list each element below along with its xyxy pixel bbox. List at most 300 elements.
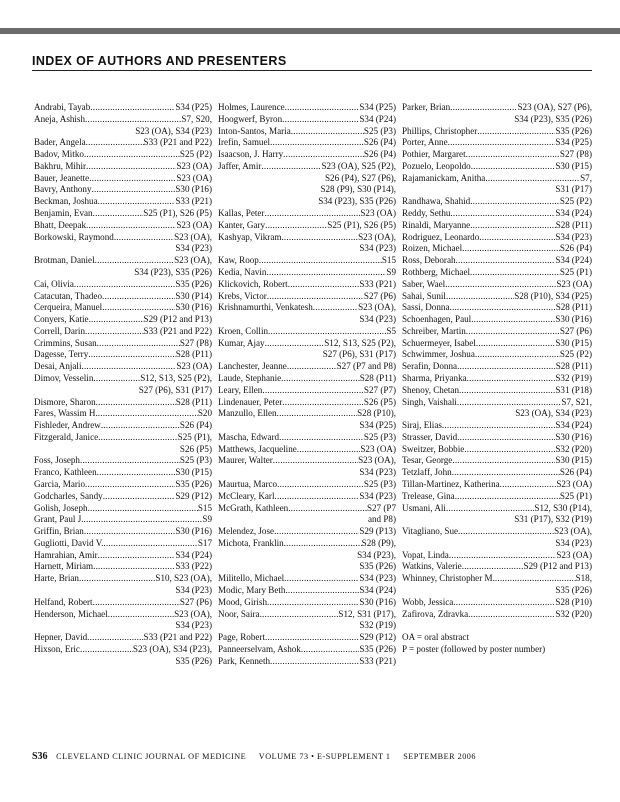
leader-dots xyxy=(262,385,364,397)
author-name: Dimov, Vesselin xyxy=(34,372,94,383)
page-reference: S33 (P21 and P22) xyxy=(143,325,212,336)
leader-dots xyxy=(445,279,556,291)
author-name: Rothberg, Michael xyxy=(402,266,471,277)
author-name: Kanter, Gary xyxy=(218,219,266,230)
author-name: Franco, Kathleen xyxy=(34,467,97,478)
page-reference: S23 (OA) xyxy=(176,219,212,230)
leader-dots xyxy=(261,161,321,173)
page-reference: S12, S30 (P14), xyxy=(534,502,592,513)
author-name: Parker, Brian xyxy=(402,102,451,112)
index-entry xyxy=(218,255,396,267)
index-entry xyxy=(402,397,592,421)
author-name: Grant, Paul J. xyxy=(34,514,84,525)
leader-dots xyxy=(459,385,555,397)
page-reference-continued: S34 (P23), xyxy=(357,549,396,560)
page-reference: S7, xyxy=(580,172,592,183)
author-name: Tetzlaff, John xyxy=(402,467,452,478)
page-reference-continued: S34 (P23), S35 (P26) xyxy=(318,196,396,207)
index-entry xyxy=(34,408,212,420)
author-name: Foss, Joseph xyxy=(34,455,80,466)
author-name: Schreiber, Martin xyxy=(402,325,466,336)
author-name: Serafin, Donna xyxy=(402,361,458,372)
leader-dots xyxy=(466,326,560,338)
index-entry xyxy=(402,597,592,609)
author-name: Fitzgerald, Janice xyxy=(34,431,99,442)
leader-dots xyxy=(103,491,176,503)
leader-dots xyxy=(495,573,576,585)
page-reference: S27 (P6) xyxy=(363,290,396,301)
index-entry xyxy=(402,550,592,562)
page-reference: S23 (OA) xyxy=(360,443,396,454)
page-reference: S28 (P10) xyxy=(555,596,592,607)
index-entry xyxy=(402,455,592,467)
page-reference: S34 (P25) xyxy=(175,102,212,112)
index-entry xyxy=(402,561,592,573)
page-reference-continued: S34 (P23) xyxy=(359,467,396,478)
leader-dots xyxy=(281,373,360,385)
index-entry xyxy=(402,385,592,397)
page-reference: S34 (P23) xyxy=(555,231,592,242)
leader-dots xyxy=(274,491,359,503)
index-entry xyxy=(402,267,592,279)
page-reference: S34 (P24) xyxy=(555,208,592,219)
index-entry xyxy=(218,137,396,149)
index-entry xyxy=(34,314,212,326)
index-entry xyxy=(402,573,592,597)
author-name: Benjamin, Evan xyxy=(34,208,93,219)
page-reference: S30 (P15) xyxy=(555,455,592,466)
leader-dots xyxy=(86,220,176,232)
index-entry xyxy=(402,208,592,220)
leader-dots xyxy=(92,184,176,196)
author-name: Dismore, Sharon xyxy=(34,396,96,407)
index-entry xyxy=(218,573,396,585)
page-reference-continued: S32 (P19) xyxy=(359,620,396,631)
author-name: Park, Kenneth xyxy=(218,655,271,666)
page-reference: S34 (P24) xyxy=(555,420,592,431)
author-name: Henderson, Michael xyxy=(34,608,108,619)
author-name: Inton-Santos, Maria xyxy=(218,125,291,136)
author-name: Borkowski, Raymond xyxy=(34,231,114,242)
index-entry xyxy=(34,279,212,291)
leader-dots xyxy=(477,126,555,138)
page-reference: S35 (P26) xyxy=(555,125,592,136)
page-reference: S25 (P2) xyxy=(559,349,592,360)
index-entry xyxy=(34,184,212,196)
leader-dots xyxy=(97,338,180,350)
author-name: Gugliotti, David V. xyxy=(34,537,104,548)
index-entry xyxy=(402,279,592,291)
author-name: Bavry, Anthony xyxy=(34,184,92,195)
page-reference: S9 xyxy=(386,266,396,277)
leader-dots xyxy=(95,255,174,267)
leader-dots xyxy=(457,432,555,444)
page-reference: S29 (P12) xyxy=(175,490,212,501)
author-name: Zafirova, Zdravka xyxy=(402,608,469,619)
leader-dots xyxy=(457,397,562,409)
index-entry xyxy=(218,291,396,303)
page-reference: S32 (P20) xyxy=(555,608,592,619)
index-entry xyxy=(34,632,212,644)
page-reference-continued: S23 (OA), S34 (P23) xyxy=(515,408,592,419)
page-reference: S34 (P23) xyxy=(359,573,396,584)
page-reference: S28 (P11) xyxy=(175,396,212,407)
author-name: Kallas, Peter xyxy=(218,208,265,219)
index-entry xyxy=(402,102,592,126)
leader-dots xyxy=(485,173,580,185)
index-entry xyxy=(402,609,592,621)
page-reference: S25 (P3) xyxy=(363,479,396,489)
index-entry xyxy=(34,503,212,515)
leader-dots xyxy=(88,349,175,361)
leader-dots xyxy=(466,149,560,161)
author-name: Hixson, Eric xyxy=(34,643,80,654)
leader-dots xyxy=(98,432,178,444)
page-reference: S34 (P23) xyxy=(359,490,396,501)
index-entry xyxy=(34,349,212,361)
leader-dots xyxy=(297,444,361,456)
leader-dots xyxy=(93,373,140,385)
author-name: Kaw, Roop xyxy=(218,255,259,266)
index-entry xyxy=(218,503,396,527)
index-entry xyxy=(218,149,396,161)
leader-dots xyxy=(287,361,337,373)
index-entry xyxy=(34,161,212,173)
author-name: Bauer, Jeanette xyxy=(34,172,90,183)
author-name: Schwimmer, Joshua xyxy=(402,349,475,360)
page-reference: S30 (P16) xyxy=(175,302,212,313)
author-name: Bakhru, Mihir xyxy=(34,160,87,171)
author-name: Shenoy, Chetan xyxy=(402,384,459,395)
index-entry xyxy=(34,597,212,609)
index-entry xyxy=(34,102,212,114)
index-entry xyxy=(34,326,212,338)
page-reference: S26 (P5) xyxy=(363,396,396,407)
page-reference-continued: S23 (OA), S34 (P23) xyxy=(135,125,212,136)
index-entry xyxy=(34,420,212,432)
page-reference: S23 (OA) xyxy=(176,160,212,171)
page-reference-continued: S26 (P4), S27 (P6), xyxy=(325,172,396,183)
leader-dots xyxy=(265,220,327,232)
index-entry xyxy=(34,491,212,503)
page-reference: S9 xyxy=(202,514,212,525)
author-name: Fares, Wassim H. xyxy=(34,408,98,419)
leader-dots xyxy=(270,656,359,668)
index-entry xyxy=(402,361,592,373)
page-reference: S28 (P10), xyxy=(357,408,396,419)
page-reference: S15 xyxy=(381,255,396,266)
author-name: Lindenauer, Peter xyxy=(218,396,283,407)
leader-dots xyxy=(264,208,360,220)
leader-dots xyxy=(279,432,364,444)
page-reference: S30 (P14) xyxy=(175,290,212,301)
author-name: Bhatt, Deepak xyxy=(34,219,87,230)
index-entry xyxy=(402,349,592,361)
leader-dots xyxy=(270,137,364,149)
page-reference: S25 (P1) xyxy=(559,490,592,501)
leader-dots xyxy=(98,550,176,562)
page-reference-continued: S34 (P23), S35 (P26) xyxy=(134,266,212,277)
page-reference-continued: S34 (P23) xyxy=(175,585,212,596)
page-reference: S30 (P15) xyxy=(555,337,592,348)
page-reference: S23 (OA) xyxy=(556,479,592,489)
author-name: Hamrahian, Amir xyxy=(34,549,98,560)
leader-dots xyxy=(93,597,180,609)
author-name: Golish, Joseph xyxy=(34,502,88,513)
author-name: Militello, Michael xyxy=(218,573,285,584)
page-reference: S29 (P12 and P13) xyxy=(143,314,212,325)
page-reference: S27 (P6) xyxy=(179,596,212,607)
page-reference: S34 (P24) xyxy=(359,585,396,596)
page-reference-continued: S35 (P26) xyxy=(359,561,396,572)
index-entry xyxy=(218,232,396,256)
leader-dots xyxy=(114,232,174,244)
page-reference: S30 (P15) xyxy=(175,467,212,478)
author-name: Brotman, Daniel xyxy=(34,255,95,266)
index-entry xyxy=(218,114,396,126)
page-reference: S12, S13, S25 (P2), xyxy=(140,372,212,383)
leader-dots xyxy=(291,126,364,138)
author-name: Hoogwerf, Byron xyxy=(218,113,283,124)
page-reference: S28 (P9), xyxy=(361,537,396,548)
page-reference: S23 (OA) xyxy=(360,208,396,219)
index-column-1 xyxy=(34,102,212,668)
page-reference: S7, S20, xyxy=(181,113,212,124)
page-reference: S23 (OA), S27 (P6), xyxy=(517,102,592,112)
index-entry xyxy=(218,444,396,456)
author-name: Schuermeyer, Isabel xyxy=(402,337,476,348)
page-reference: S27 (P8) xyxy=(559,149,592,160)
author-name: Cerqueira, Manuel xyxy=(34,302,103,313)
page-reference: S34 (P24) xyxy=(359,113,396,124)
index-entry xyxy=(218,491,396,503)
leader-dots xyxy=(273,455,358,467)
index-entry xyxy=(34,114,212,138)
page-reference: S12, S13, S25 (P2), xyxy=(324,337,396,348)
index-entry xyxy=(218,267,396,279)
index-entry xyxy=(34,573,212,597)
page-reference-continued: S34 (P25) xyxy=(359,420,396,431)
leader-dots xyxy=(84,149,180,161)
leader-dots xyxy=(80,644,133,656)
page-reference: S25 (P2) xyxy=(559,196,592,207)
author-name: Krebs, Victor xyxy=(218,290,267,301)
index-entry xyxy=(402,526,592,550)
author-name: Beckman, Joshua xyxy=(34,196,98,207)
leader-dots xyxy=(260,609,339,621)
index-entry xyxy=(218,361,396,373)
leader-dots xyxy=(450,302,556,314)
leader-dots xyxy=(313,302,358,314)
leader-dots xyxy=(97,467,176,479)
page-reference: S23 (OA) xyxy=(556,549,592,560)
leader-dots xyxy=(500,479,557,491)
index-entry xyxy=(34,373,212,397)
page-reference: S10, S23 (OA), xyxy=(155,573,212,584)
page-reference: S26 (P4) xyxy=(559,467,592,478)
index-entry xyxy=(402,137,592,149)
index-entry xyxy=(218,208,396,220)
leader-dots xyxy=(285,585,359,597)
index-entry xyxy=(402,302,592,314)
journal-name: CLEVELAND CLINIC JOURNAL OF MEDICINE xyxy=(56,752,247,761)
index-entry xyxy=(218,220,396,232)
index-entry xyxy=(218,102,396,114)
index-entry xyxy=(34,479,212,491)
leader-dots xyxy=(89,314,144,326)
page-reference: S28 (P11) xyxy=(555,219,592,230)
author-name: Kroen, Collin xyxy=(218,325,269,336)
author-name: Holmes, Laurence xyxy=(218,102,285,112)
leader-dots xyxy=(281,232,358,244)
page-reference-continued: S26 (P5) xyxy=(179,443,212,454)
author-name: Tillan-Martinez, Katherina xyxy=(402,479,500,489)
author-name: Lanchester, Jeanne xyxy=(218,361,287,372)
page-reference: S33 (P21) xyxy=(359,278,396,289)
index-entry xyxy=(34,232,212,256)
index-entry xyxy=(402,220,592,232)
page-reference: S26 (P4) xyxy=(559,243,592,254)
author-name: Reddy, Sethu xyxy=(402,208,451,219)
index-entry xyxy=(218,302,396,326)
page-reference: S30 (P15) xyxy=(555,160,592,171)
page-reference-continued: S34 (P23) xyxy=(555,537,592,548)
page-reference: S23 (OA), xyxy=(174,608,212,619)
index-column-3-entries xyxy=(402,102,592,620)
page-reference: S29 (P12) xyxy=(359,632,396,643)
page-reference-continued: S35 (P26) xyxy=(175,655,212,666)
author-name: Sharma, Priyanka xyxy=(402,372,467,383)
page-reference-continued: S34 (P23) xyxy=(175,243,212,254)
author-name: Fishleder, Andrew xyxy=(34,420,101,431)
index-entry xyxy=(34,291,212,303)
index-entry xyxy=(402,149,592,161)
leader-dots xyxy=(462,243,560,255)
author-name: Kashyap, Vikram xyxy=(218,231,282,242)
leader-dots xyxy=(471,314,555,326)
author-name: Badov, Mitko xyxy=(34,149,84,160)
page-reference: S12, S31 (P17), xyxy=(338,608,396,619)
index-entry xyxy=(218,385,396,397)
leader-dots xyxy=(80,455,180,467)
page-reference: S23 (OA) xyxy=(556,278,592,289)
legend-oral-abstract: OA = oral abstract xyxy=(402,632,469,643)
page-reference-continued: S34 (P23) xyxy=(175,620,212,631)
index-entry xyxy=(402,291,592,303)
leader-dots xyxy=(446,503,534,515)
page-reference: S28 (P11) xyxy=(555,302,592,313)
page-reference: S23 (OA), S25 (P2), xyxy=(321,160,396,171)
leader-dots xyxy=(96,397,176,409)
page-reference-continued: S34 (P23) xyxy=(359,314,396,325)
author-name: Michota, Franklin xyxy=(218,537,284,548)
index-entry xyxy=(34,149,212,161)
author-name: Harte, Brian xyxy=(34,573,79,584)
leader-dots xyxy=(457,361,556,373)
leader-dots xyxy=(277,408,358,420)
index-entry xyxy=(402,243,592,255)
index-entry xyxy=(218,585,396,597)
page-reference: S5 xyxy=(386,325,396,336)
index-entry xyxy=(34,432,212,456)
page-reference: S33 (P21 and P22) xyxy=(143,137,212,148)
page-reference: S33 (P21) xyxy=(359,655,396,666)
leader-dots xyxy=(288,279,360,291)
leader-dots xyxy=(452,455,555,467)
leader-dots xyxy=(458,526,554,538)
page-title: INDEX OF AUTHORS AND PRESENTERS xyxy=(32,54,287,68)
legend-poster: P = poster (followed by poster number) xyxy=(402,643,546,654)
author-name: Sahai, Sunil xyxy=(402,290,446,301)
page-reference: S35 (P26) xyxy=(359,643,396,654)
author-name: Melendez, Jose xyxy=(218,526,275,537)
index-entry xyxy=(34,338,212,350)
index-entry xyxy=(218,656,396,668)
leader-dots xyxy=(98,196,176,208)
page-reference: S25 (P1) xyxy=(559,266,592,277)
author-name: Modic, Mary Beth xyxy=(218,585,286,596)
leader-dots xyxy=(98,408,198,420)
author-name: Griffin, Brian xyxy=(34,526,84,537)
leader-dots xyxy=(450,208,555,220)
page-reference: S27 (P7) xyxy=(363,384,396,395)
index-entry xyxy=(402,479,592,491)
page-reference: S23 (OA), xyxy=(554,526,592,537)
page-reference: S23 (OA), xyxy=(358,455,396,466)
index-entry xyxy=(402,161,592,173)
leader-dots xyxy=(448,137,556,149)
leader-dots xyxy=(108,609,174,621)
author-name: Vitagliano, Sue xyxy=(402,526,459,537)
page-reference: S26 (P4) xyxy=(363,137,396,148)
page-reference: S18, xyxy=(575,573,592,584)
index-entry xyxy=(402,373,592,385)
page-reference-continued: S31 (P17) xyxy=(555,184,592,195)
page-reference: S30 (P16) xyxy=(359,596,396,607)
page-reference: S26 (P4) xyxy=(179,420,212,431)
author-name: Porter, Anne xyxy=(402,137,448,148)
page-reference: S27 (P6) xyxy=(559,325,592,336)
leader-dots xyxy=(267,291,364,303)
index-entry xyxy=(34,208,212,220)
index-entry xyxy=(34,526,212,538)
page-reference: S23 (OA) xyxy=(176,172,212,183)
leader-dots xyxy=(475,349,560,361)
page-reference: S30 (P16) xyxy=(555,431,592,442)
index-entry xyxy=(218,538,396,573)
page-reference: S25 (P3) xyxy=(363,431,396,442)
page-reference-continued: S34 (P23), S35 (P26) xyxy=(514,113,592,124)
page-reference: S30 (P16) xyxy=(175,184,212,195)
leader-dots xyxy=(265,632,359,644)
author-name: Tesar, George xyxy=(402,455,453,466)
page-reference: S32 (P20) xyxy=(555,443,592,454)
author-name: Catacutan, Thadeo xyxy=(34,290,103,301)
page-reference: S25 (P1), S26 (P5) xyxy=(327,219,396,230)
author-name: Klickovich, Robert xyxy=(218,278,288,289)
leader-dots xyxy=(84,526,176,538)
author-name: Saber, Wael xyxy=(402,278,446,289)
page-reference: S28 (P11) xyxy=(359,372,396,383)
author-name: Sassi, Donna xyxy=(402,302,450,313)
index-entry xyxy=(34,644,212,668)
author-name: Strasser, David xyxy=(402,431,458,442)
page-reference: S23 (OA), xyxy=(358,231,396,242)
page-reference: S30 (P16) xyxy=(175,526,212,537)
page-reference: S27 (P8) xyxy=(179,337,212,348)
index-entry xyxy=(218,455,396,479)
leader-dots xyxy=(89,173,176,185)
